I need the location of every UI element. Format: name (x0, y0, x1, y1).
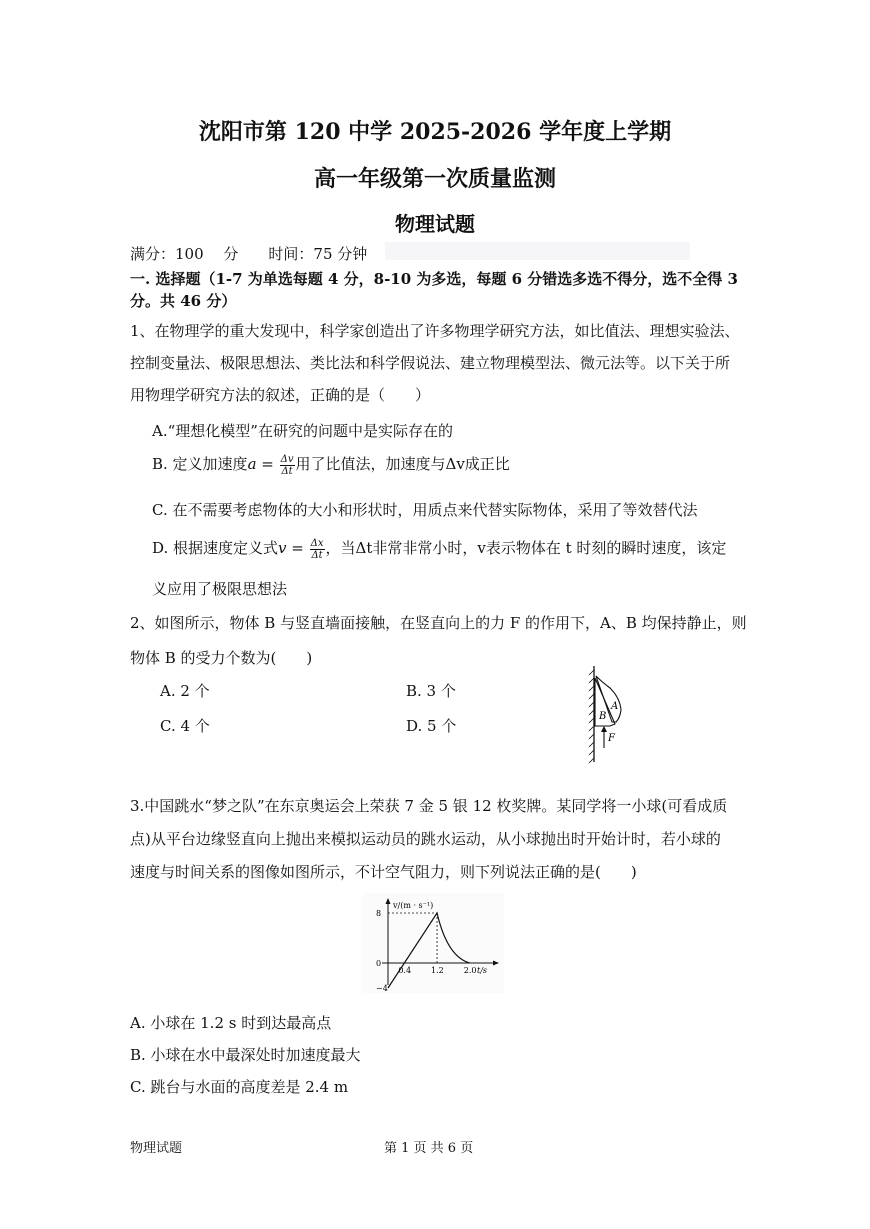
label-a: A (611, 701, 619, 712)
redaction-band (385, 242, 690, 260)
label-b: B (599, 711, 607, 722)
label-f: F (608, 733, 615, 744)
x-tick-label: 1.2 (431, 966, 444, 975)
score-time-line: 满分：100 分 时间：75 分钟 (130, 245, 368, 263)
option-text: 用了比值法，加速度与Δv成正比 (295, 455, 510, 473)
velocity-time-chart (362, 893, 504, 993)
x-tick-label: 0.4 (398, 966, 412, 975)
fraction (310, 538, 325, 561)
exam-title-grade: 高一年级第一次质量监测 (313, 166, 556, 192)
section-heading: 一. 选择题（1-7 为单选每题 4 分，8-10 为多选，每题 6 分错选多选不得分，选不全得 3 (130, 270, 738, 288)
option-text: D. 根据速度定义式 (152, 539, 279, 557)
math-variable: v (278, 539, 287, 557)
y-tick-label: 8 (376, 909, 382, 918)
exam-title-school: 沈阳市第 120 中学 2025-2026 学年度上学期 (198, 119, 672, 145)
x-axis-label: t/s (477, 966, 488, 975)
x-tick-label: 2.0 (463, 966, 477, 975)
option-d-cont: 义应用了极限思想法 (152, 580, 288, 598)
math-equals: = (286, 539, 309, 557)
page-number: 第 1 页 共 6 页 (384, 1141, 474, 1156)
option-a: A.“理想化模型”在研究的问题中是实际存在的 (152, 422, 453, 440)
wall-block-figure (580, 664, 650, 764)
option-a: A. 2 个 (160, 682, 210, 700)
option-text: B. 定义加速度 (152, 455, 248, 473)
exam-title-subject: 物理试题 (395, 212, 475, 236)
option-b: B. 小球在水中最深处时加速度最大 (130, 1046, 361, 1064)
question-text: 点)从平台边缘竖直向上抛出来模拟运动员的跳水运动，从小球抛出时开始计时，若小球的 (130, 830, 721, 848)
y-tick-label: 0 (376, 959, 382, 968)
question-text: 物体 B 的受力个数为( ) (130, 649, 313, 667)
question-text: 3.中国跳水“梦之队”在东京奥运会上荣获 7 金 5 银 12 枚奖牌。某同学将一小球(可看成质 (130, 797, 728, 815)
section-heading-cont: 分。共 46 分） (130, 292, 237, 310)
fraction-denominator: Δt (311, 549, 323, 561)
question-text: 控制变量法、极限思想法、类比法和科学假说法、建立物理模型法、微元法等。以下关于所 (130, 354, 731, 372)
option-c: C. 跳台与水面的高度差是 2.4 m (130, 1078, 349, 1096)
y-axis-label: v/(m · s⁻¹) (393, 901, 434, 910)
math-variable: a (247, 455, 257, 473)
question-text: 用物理学研究方法的叙述，正确的是（ ） (130, 386, 431, 404)
force-arrowhead (601, 726, 607, 732)
question-text: 2、如图所示，物体 B 与竖直墙面接触，在竖直向上的力 F 的作用下，A、B 均保持静止，则 (130, 614, 747, 632)
option-d: D. 5 个 (406, 717, 457, 735)
fraction-numerator: Δx (310, 537, 324, 549)
y-tick-label: −4 (376, 984, 388, 993)
option-a: A. 小球在 1.2 s 时到达最高点 (130, 1014, 332, 1032)
option-c: C. 4 个 (160, 717, 210, 735)
question-text: 速度与时间关系的图像如图所示，不计空气阻力，则下列说法正确的是( ) (130, 863, 637, 881)
option-b: B. 3 个 (406, 682, 456, 700)
fraction-numerator: Δv (280, 453, 294, 465)
wall-hatching (589, 670, 594, 763)
footer-subject: 物理试题 (130, 1141, 183, 1156)
question-text: 1、在物理学的重大发现中，科学家创造出了许多物理学研究方法，如比值法、理想实验法、 (130, 322, 740, 340)
fraction-denominator: Δt (281, 465, 293, 477)
math-equals: = (256, 455, 279, 473)
option-d (152, 537, 726, 561)
option-c: C. 在不需要考虑物体的大小和形状时，用质点来代替实际物体，采用了等效替代法 (152, 501, 698, 519)
option-b (152, 453, 510, 477)
option-text: ，当Δt非常非常小时，v表示物体在 t 时刻的瞬时速度，该定 (325, 539, 727, 557)
fraction (280, 454, 295, 477)
